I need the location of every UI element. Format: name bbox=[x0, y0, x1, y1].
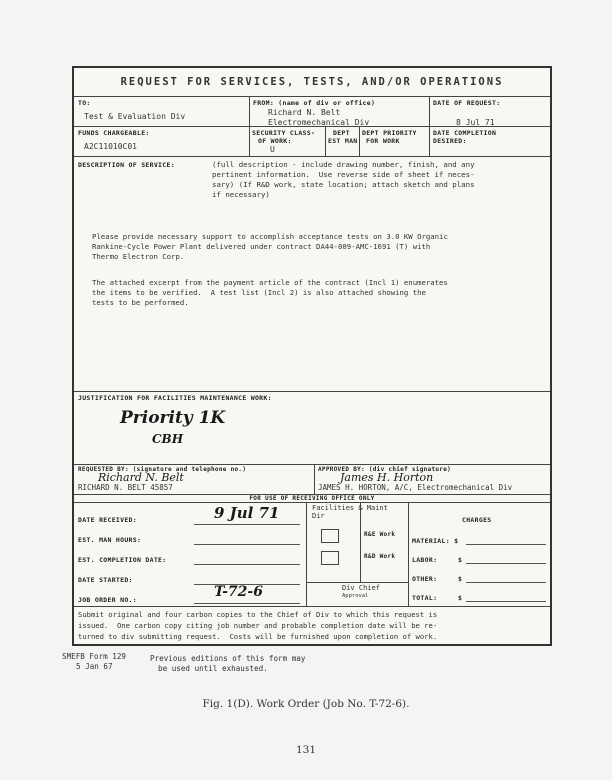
date-of-request-value: 8 Jul 71 bbox=[456, 118, 495, 126]
rule bbox=[408, 502, 409, 606]
dept-priority-label-2: FOR WORK bbox=[366, 137, 400, 145]
approved-by-label: APPROVED BY: (div chief signature) bbox=[318, 466, 452, 473]
rule bbox=[306, 502, 307, 606]
dept-est-man-label: DEPT bbox=[333, 129, 350, 137]
rule bbox=[74, 502, 550, 503]
est-completion-date-label: EST. COMPLETION DATE: bbox=[78, 556, 167, 564]
funds-chargeable-value: A2C11010C01 bbox=[84, 142, 137, 151]
other-label: OTHER: bbox=[412, 575, 438, 583]
page-number: 131 bbox=[295, 744, 317, 756]
rd-work-label-1: R&E Work bbox=[364, 531, 396, 538]
work-order-form bbox=[72, 66, 552, 646]
editions-note: Previous editions of this form may bbox=[150, 654, 306, 663]
div-chief-label: Div Chief bbox=[342, 584, 380, 592]
date-received-label: DATE RECEIVED: bbox=[78, 516, 137, 524]
facilities-label-2: Dir bbox=[312, 512, 325, 520]
material-label: MATERIAL: $ bbox=[412, 537, 459, 545]
description-label: DESCRIPTION OF SERVICE: bbox=[78, 161, 175, 169]
date-completion-label-2: DESIRED: bbox=[433, 137, 467, 145]
rd-work-checkbox-2[interactable] bbox=[321, 551, 339, 565]
justification-handwriting: Priority 1K bbox=[120, 408, 226, 428]
other-dollar: $ bbox=[458, 575, 463, 583]
form-number: SMEFB Form 129 bbox=[62, 652, 127, 661]
figure-caption: Fig. 1(D). Work Order (Job No. T-72-6). bbox=[202, 698, 410, 710]
rule bbox=[74, 156, 550, 157]
rule bbox=[359, 126, 360, 156]
dept-priority-label: DEPT PRIORITY bbox=[362, 129, 417, 137]
description-instructions: (full description - include drawing number, finish, and any pertinent information. Use reverse side of sheet if neces- sary) (If R&D work, state location; attach sketch and plans if necessary) bbox=[212, 160, 475, 199]
rd-work-checkbox-1[interactable] bbox=[321, 529, 339, 543]
requested-by-name: RICHARD N. BELT 45857 bbox=[78, 483, 173, 492]
description-paragraph-1: Please provide necessary support to accomplish acceptance tests on 3.0 KW Organic Rankine-Cycle Power Plant delivered under contract DA44-009-AMC-1691 (T) with Thermo Electron Corp. bbox=[92, 232, 448, 261]
rule bbox=[314, 464, 315, 494]
from-label: FROM: (name of div or office) bbox=[253, 99, 376, 107]
job-order-label: JOB ORDER NO.: bbox=[78, 596, 137, 604]
rule bbox=[74, 96, 550, 97]
date-started-label: DATE STARTED: bbox=[78, 576, 133, 584]
underline bbox=[194, 524, 300, 525]
rule bbox=[325, 126, 326, 156]
security-class-label: SECURITY CLASS- bbox=[252, 129, 316, 137]
rule bbox=[74, 126, 550, 127]
security-class-label-2: OF WORK: bbox=[258, 137, 292, 145]
office-use-label: FOR USE OF RECEIVING OFFICE ONLY bbox=[249, 495, 375, 502]
date-of-request-label: DATE OF REQUEST: bbox=[433, 99, 501, 107]
job-order-value: T-72-6 bbox=[214, 584, 263, 600]
description-paragraph-2: The attached excerpt from the payment article of the contract (Incl 1) enumerates the items to be verified. A test list (Incl 2) is also attached showing the tests to be performed. bbox=[92, 278, 448, 307]
from-name: Richard N. Belt bbox=[268, 108, 341, 117]
to-value: Test & Evaluation Div bbox=[84, 112, 186, 121]
requested-by-label: REQUESTED BY: (signature and telephone no.) bbox=[78, 466, 247, 473]
underline bbox=[194, 603, 300, 604]
rule bbox=[74, 464, 550, 465]
rd-work-label-2: R&D Work bbox=[364, 553, 396, 560]
to-label: TO: bbox=[78, 99, 91, 107]
date-received-value: 9 Jul 71 bbox=[214, 504, 280, 522]
labor-dollar: $ bbox=[458, 556, 463, 564]
underline bbox=[466, 582, 546, 583]
justification-label: JUSTIFICATION FOR FACILITIES MAINTENANCE WORK: bbox=[78, 394, 272, 402]
form-date: 5 Jan 67 bbox=[76, 662, 113, 671]
rule bbox=[249, 96, 250, 156]
underline bbox=[466, 601, 546, 602]
labor-label: LABOR: bbox=[412, 556, 438, 564]
approved-by-name: JAMES H. HORTON, A/C, Electromechanical Div bbox=[318, 483, 513, 492]
underline bbox=[466, 563, 546, 564]
editions-note-2: be used until exhausted. bbox=[158, 664, 268, 673]
est-man-hours-label: EST. MAN HOURS: bbox=[78, 536, 142, 544]
underline bbox=[194, 544, 300, 545]
rule bbox=[74, 606, 550, 607]
underline bbox=[194, 564, 300, 565]
funds-chargeable-label: FUNDS CHARGEABLE: bbox=[78, 129, 150, 137]
form-title: REQUEST FOR SERVICES, TESTS, AND/OR OPERATIONS bbox=[120, 76, 504, 88]
total-label: TOTAL: bbox=[412, 594, 438, 602]
date-completion-label: DATE COMPLETION bbox=[433, 129, 497, 137]
facilities-label: Facilities & Maint bbox=[312, 504, 388, 512]
charges-label: CHARGES bbox=[462, 516, 492, 524]
total-dollar: $ bbox=[458, 594, 463, 602]
dept-est-man-label-2: EST MAN bbox=[328, 137, 358, 145]
submission-instructions: Submit original and four carbon copies to the Chief of Div to which this request is issued. One carbon copy citing job number and probable completion date will be re- turned to div submitting request. Costs will be furnished upon completion of work. bbox=[78, 610, 438, 641]
justification-initials: CBH bbox=[152, 432, 184, 446]
underline bbox=[466, 544, 546, 545]
from-division: Electromechanical Div bbox=[268, 118, 370, 126]
rule bbox=[429, 96, 430, 156]
rule bbox=[360, 502, 361, 582]
rule bbox=[74, 391, 550, 392]
approved-by-signature: James H. Horton bbox=[340, 471, 434, 484]
approval-label: Approval bbox=[342, 593, 369, 599]
security-class-value: U bbox=[270, 145, 275, 154]
requested-by-signature: Richard N. Belt bbox=[98, 471, 184, 484]
rule bbox=[306, 582, 408, 583]
